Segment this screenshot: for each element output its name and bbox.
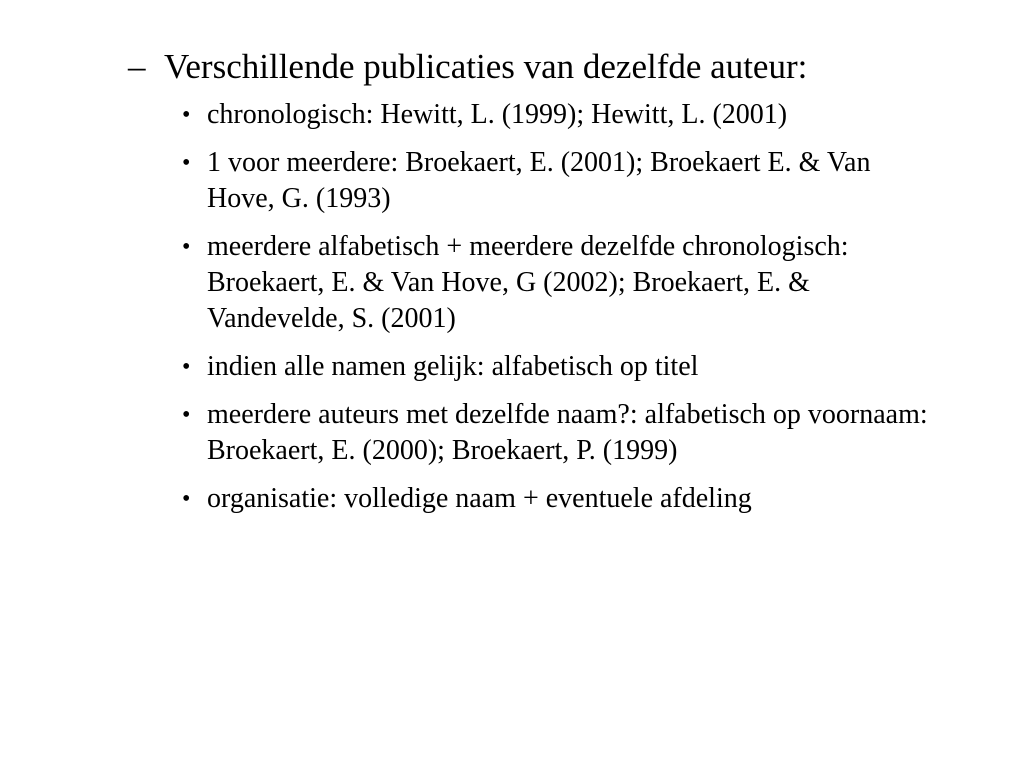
bullet-text: organisatie: volledige naam + eventuele afdeling bbox=[207, 483, 752, 514]
bullet-text: 1 voor meerdere: Broekaert, E. (2001); Broekaert E. & Van Hove, G. (1993) bbox=[207, 147, 871, 214]
bullet-list bbox=[182, 97, 942, 529]
bullet-item-namen-gelijk bbox=[182, 349, 942, 385]
bullet-icon: • bbox=[182, 102, 191, 128]
bullet-text: indien alle namen gelijk: alfabetisch op titel bbox=[207, 351, 699, 382]
bullet-icon: • bbox=[182, 150, 191, 176]
bullet-item-1-voor-meerdere bbox=[182, 145, 942, 217]
bullet-item-organisatie bbox=[182, 481, 942, 517]
slide-heading-text: Verschillende publicaties van dezelfde auteur: bbox=[164, 47, 808, 86]
bullet-text: chronologisch: Hewitt, L. (1999); Hewitt, L. (2001) bbox=[207, 99, 788, 130]
bullet-icon: • bbox=[182, 402, 191, 428]
bullet-icon: • bbox=[182, 354, 191, 380]
bullet-text: meerdere alfabetisch + meerdere dezelfde chronologisch: Broekaert, E. & Van Hove, G (2002); Broekaert, E. & Vandevelde, S. (2001) bbox=[207, 231, 849, 334]
bullet-text: meerdere auteurs met dezelfde naam?: alfabetisch op voornaam: Broekaert, E. (2000); Broekaert, P. (1999) bbox=[207, 399, 928, 466]
bullet-item-chronologisch bbox=[182, 97, 942, 133]
bullet-item-meerdere-alfabetisch bbox=[182, 229, 942, 337]
bullet-icon: • bbox=[182, 486, 191, 512]
slide-heading bbox=[128, 44, 988, 90]
dash-marker: – bbox=[128, 47, 146, 86]
bullet-icon: • bbox=[182, 234, 191, 260]
bullet-item-meerdere-auteurs bbox=[182, 397, 942, 469]
